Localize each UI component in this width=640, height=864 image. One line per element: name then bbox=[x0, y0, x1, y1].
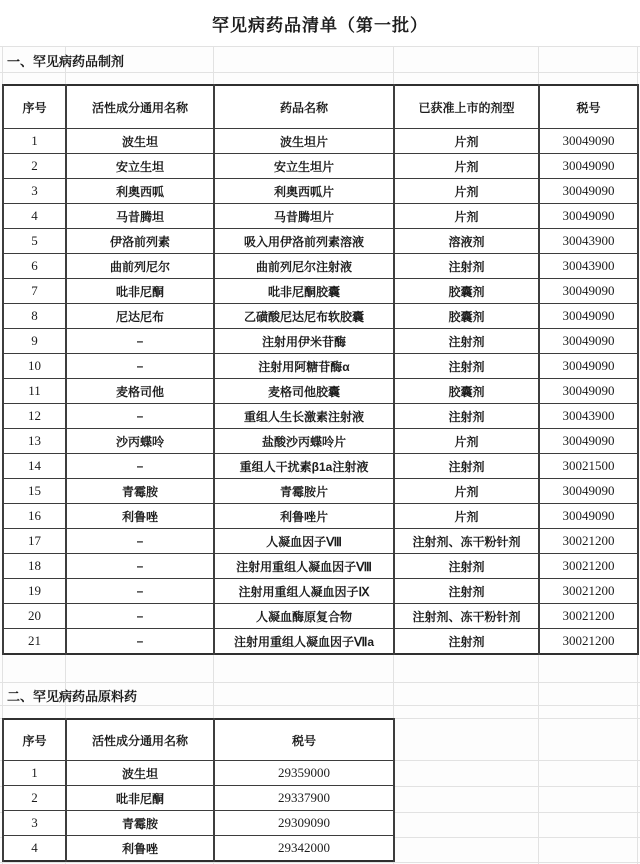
cell-ingredient: 伊洛前列素 bbox=[66, 229, 214, 254]
cell-drug-name: 注射用伊米苷酶 bbox=[214, 329, 394, 354]
table-row bbox=[3, 479, 638, 504]
cell-tax-code: 30021500 bbox=[539, 454, 638, 479]
cell-serial: 3 bbox=[3, 179, 66, 204]
cell-ingredient: 曲前列尼尔 bbox=[66, 254, 214, 279]
cell-dosage: 片剂 bbox=[394, 429, 539, 454]
cell-ingredient: – bbox=[66, 354, 214, 379]
table-row bbox=[3, 786, 394, 811]
cell-ingredient: 麦格司他 bbox=[66, 379, 214, 404]
cell-dosage: 注射剂 bbox=[394, 554, 539, 579]
cell-dosage: 注射剂、冻干粉针剂 bbox=[394, 529, 539, 554]
cell-tax-code: 30049090 bbox=[539, 154, 638, 179]
cell-ingredient: 青霉胺 bbox=[66, 479, 214, 504]
cell-tax-code: 30049090 bbox=[539, 504, 638, 529]
table-row bbox=[3, 629, 638, 655]
cell-ingredient: – bbox=[66, 554, 214, 579]
cell-tax-code: 30043900 bbox=[539, 229, 638, 254]
table-row bbox=[3, 179, 638, 204]
cell-dosage: 片剂 bbox=[394, 504, 539, 529]
cell-tax-code: 30021200 bbox=[539, 579, 638, 604]
cell-tax-code: 30049090 bbox=[539, 354, 638, 379]
table-row bbox=[3, 529, 638, 554]
cell-drug-name: 曲前列尼尔注射液 bbox=[214, 254, 394, 279]
cell-serial: 9 bbox=[3, 329, 66, 354]
cell-drug-name: 吸入用伊洛前列素溶液 bbox=[214, 229, 394, 254]
cell-serial: 15 bbox=[3, 479, 66, 504]
table-row bbox=[3, 229, 638, 254]
cell-dosage: 片剂 bbox=[394, 154, 539, 179]
table-row bbox=[3, 404, 638, 429]
cell-serial: 18 bbox=[3, 554, 66, 579]
cell-dosage: 片剂 bbox=[394, 479, 539, 504]
cell-serial: 16 bbox=[3, 504, 66, 529]
cell-drug-name: 人凝血酶原复合物 bbox=[214, 604, 394, 629]
cell-serial: 14 bbox=[3, 454, 66, 479]
cell-dosage: 注射剂 bbox=[394, 354, 539, 379]
cell-ingredient: – bbox=[66, 604, 214, 629]
cell-ingredient: 波生坦 bbox=[66, 761, 214, 786]
cell-dosage: 胶囊剂 bbox=[394, 304, 539, 329]
cell-tax-code: 30049090 bbox=[539, 129, 638, 154]
cell-tax-code: 29309090 bbox=[214, 811, 394, 836]
cell-dosage: 注射剂 bbox=[394, 404, 539, 429]
grid-line bbox=[0, 862, 640, 863]
cell-tax-code: 30049090 bbox=[539, 179, 638, 204]
cell-drug-name: 青霉胺片 bbox=[214, 479, 394, 504]
col-header-drug-name: 药品名称 bbox=[214, 85, 394, 129]
cell-tax-code: 29359000 bbox=[214, 761, 394, 786]
cell-ingredient: – bbox=[66, 454, 214, 479]
cell-ingredient: 安立生坦 bbox=[66, 154, 214, 179]
cell-ingredient: 利奥西呱 bbox=[66, 179, 214, 204]
table-row bbox=[3, 554, 638, 579]
cell-serial: 1 bbox=[3, 129, 66, 154]
cell-serial: 17 bbox=[3, 529, 66, 554]
cell-drug-name: 乙磺酸尼达尼布软胶囊 bbox=[214, 304, 394, 329]
cell-dosage: 片剂 bbox=[394, 204, 539, 229]
cell-ingredient: – bbox=[66, 529, 214, 554]
cell-tax-code: 30049090 bbox=[539, 279, 638, 304]
cell-drug-name: 安立生坦片 bbox=[214, 154, 394, 179]
grid-line bbox=[0, 72, 640, 73]
table-row bbox=[3, 454, 638, 479]
table-row bbox=[3, 379, 638, 404]
cell-serial: 4 bbox=[3, 204, 66, 229]
table-row bbox=[3, 579, 638, 604]
cell-dosage: 注射剂 bbox=[394, 629, 539, 655]
table-row bbox=[3, 429, 638, 454]
cell-serial: 6 bbox=[3, 254, 66, 279]
preparations-table bbox=[2, 84, 639, 655]
table-row bbox=[3, 304, 638, 329]
table-row bbox=[3, 811, 394, 836]
preparations-table-header bbox=[3, 85, 638, 129]
cell-serial: 4 bbox=[3, 836, 66, 862]
cell-tax-code: 30021200 bbox=[539, 529, 638, 554]
section-label-apis: 二、罕见病药品原料药 bbox=[7, 689, 138, 704]
cell-tax-code: 30049090 bbox=[539, 329, 638, 354]
cell-tax-code: 29342000 bbox=[214, 836, 394, 862]
cell-tax-code: 30049090 bbox=[539, 379, 638, 404]
cell-drug-name: 利鲁唑片 bbox=[214, 504, 394, 529]
cell-serial: 2 bbox=[3, 154, 66, 179]
preparations-table-body bbox=[3, 129, 638, 655]
cell-dosage: 注射剂 bbox=[394, 579, 539, 604]
cell-dosage: 片剂 bbox=[394, 129, 539, 154]
cell-drug-name: 重组人干扰素β1a注射液 bbox=[214, 454, 394, 479]
col-header-dosage: 已获准上市的剂型 bbox=[394, 85, 539, 129]
cell-serial: 13 bbox=[3, 429, 66, 454]
col-header-tax-code: 税号 bbox=[214, 719, 394, 761]
header-row bbox=[3, 85, 638, 129]
grid-line bbox=[0, 705, 640, 706]
cell-dosage: 注射剂 bbox=[394, 254, 539, 279]
cell-tax-code: 30049090 bbox=[539, 479, 638, 504]
table-row bbox=[3, 329, 638, 354]
apis-table-header bbox=[3, 719, 394, 761]
table-row bbox=[3, 279, 638, 304]
cell-ingredient: – bbox=[66, 579, 214, 604]
cell-dosage: 注射剂、冻干粉针剂 bbox=[394, 604, 539, 629]
col-header-tax-code: 税号 bbox=[539, 85, 638, 129]
cell-drug-name: 人凝血因子Ⅷ bbox=[214, 529, 394, 554]
table-row bbox=[3, 129, 638, 154]
col-header-ingredient: 活性成分通用名称 bbox=[66, 85, 214, 129]
cell-drug-name: 注射用阿糖苷酶α bbox=[214, 354, 394, 379]
cell-serial: 2 bbox=[3, 786, 66, 811]
cell-serial: 12 bbox=[3, 404, 66, 429]
cell-serial: 10 bbox=[3, 354, 66, 379]
col-header-ingredient: 活性成分通用名称 bbox=[66, 719, 214, 761]
col-header-serial: 序号 bbox=[3, 85, 66, 129]
cell-drug-name: 马昔腾坦片 bbox=[214, 204, 394, 229]
cell-ingredient: 马昔腾坦 bbox=[66, 204, 214, 229]
cell-ingredient: – bbox=[66, 629, 214, 655]
cell-tax-code: 30043900 bbox=[539, 254, 638, 279]
cell-drug-name: 吡非尼酮胶囊 bbox=[214, 279, 394, 304]
cell-ingredient: – bbox=[66, 404, 214, 429]
section-label-preparations: 一、罕见病药品制剂 bbox=[7, 54, 125, 69]
cell-ingredient: 尼达尼布 bbox=[66, 304, 214, 329]
cell-serial: 20 bbox=[3, 604, 66, 629]
col-header-serial: 序号 bbox=[3, 719, 66, 761]
cell-dosage: 胶囊剂 bbox=[394, 379, 539, 404]
cell-drug-name: 注射用重组人凝血因子Ⅶa bbox=[214, 629, 394, 655]
cell-ingredient: 波生坦 bbox=[66, 129, 214, 154]
cell-drug-name: 麦格司他胶囊 bbox=[214, 379, 394, 404]
grid-line bbox=[0, 46, 640, 47]
table-row bbox=[3, 836, 394, 862]
cell-drug-name: 盐酸沙丙蝶呤片 bbox=[214, 429, 394, 454]
table-row bbox=[3, 761, 394, 786]
cell-drug-name: 注射用重组人凝血因子Ⅷ bbox=[214, 554, 394, 579]
cell-drug-name: 重组人生长激素注射液 bbox=[214, 404, 394, 429]
table-row bbox=[3, 254, 638, 279]
table-row bbox=[3, 504, 638, 529]
cell-ingredient: – bbox=[66, 329, 214, 354]
cell-drug-name: 波生坦片 bbox=[214, 129, 394, 154]
page-title: 罕见病药品清单（第一批） bbox=[0, 0, 640, 46]
cell-tax-code: 30049090 bbox=[539, 429, 638, 454]
table-row bbox=[3, 604, 638, 629]
cell-ingredient: 利鲁唑 bbox=[66, 836, 214, 862]
header-row bbox=[3, 719, 394, 761]
cell-dosage: 溶液剂 bbox=[394, 229, 539, 254]
cell-serial: 11 bbox=[3, 379, 66, 404]
cell-ingredient: 吡非尼酮 bbox=[66, 279, 214, 304]
cell-dosage: 注射剂 bbox=[394, 329, 539, 354]
apis-table-body bbox=[3, 761, 394, 862]
cell-serial: 3 bbox=[3, 811, 66, 836]
cell-tax-code: 29337900 bbox=[214, 786, 394, 811]
cell-serial: 19 bbox=[3, 579, 66, 604]
apis-table bbox=[2, 718, 395, 862]
cell-tax-code: 30021200 bbox=[539, 629, 638, 655]
cell-serial: 8 bbox=[3, 304, 66, 329]
cell-tax-code: 30049090 bbox=[539, 304, 638, 329]
cell-tax-code: 30021200 bbox=[539, 604, 638, 629]
cell-serial: 21 bbox=[3, 629, 66, 655]
cell-serial: 5 bbox=[3, 229, 66, 254]
cell-ingredient: 青霉胺 bbox=[66, 811, 214, 836]
table-row bbox=[3, 154, 638, 179]
cell-dosage: 胶囊剂 bbox=[394, 279, 539, 304]
cell-tax-code: 30043900 bbox=[539, 404, 638, 429]
cell-drug-name: 利奥西呱片 bbox=[214, 179, 394, 204]
cell-tax-code: 30021200 bbox=[539, 554, 638, 579]
cell-serial: 1 bbox=[3, 761, 66, 786]
cell-ingredient: 利鲁唑 bbox=[66, 504, 214, 529]
cell-ingredient: 吡非尼酮 bbox=[66, 786, 214, 811]
cell-tax-code: 30049090 bbox=[539, 204, 638, 229]
table-row bbox=[3, 204, 638, 229]
cell-drug-name: 注射用重组人凝血因子Ⅸ bbox=[214, 579, 394, 604]
cell-dosage: 注射剂 bbox=[394, 454, 539, 479]
cell-serial: 7 bbox=[3, 279, 66, 304]
grid-line bbox=[0, 682, 640, 683]
cell-dosage: 片剂 bbox=[394, 179, 539, 204]
cell-ingredient: 沙丙蝶呤 bbox=[66, 429, 214, 454]
table-row bbox=[3, 354, 638, 379]
